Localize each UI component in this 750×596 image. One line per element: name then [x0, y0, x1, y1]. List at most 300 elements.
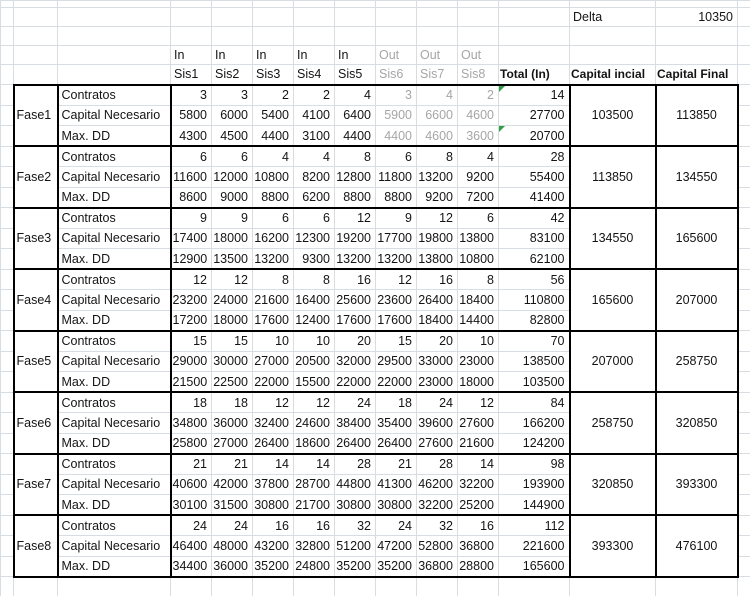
row-label[interactable]: Capital Necesario: [58, 167, 171, 188]
value-cell[interactable]: 4500: [212, 126, 253, 147]
value-cell[interactable]: 16: [458, 515, 499, 536]
value-cell[interactable]: 21700: [294, 495, 335, 516]
value-cell[interactable]: 12800: [335, 167, 376, 188]
value-cell[interactable]: 28: [417, 454, 458, 475]
empty-cell[interactable]: [738, 536, 750, 557]
value-cell[interactable]: 17200: [171, 310, 212, 331]
value-cell[interactable]: 7200: [458, 187, 499, 208]
value-cell[interactable]: 16400: [294, 290, 335, 311]
total-cell[interactable]: 20700: [499, 126, 570, 147]
empty-cell[interactable]: [1, 146, 14, 167]
total-cell[interactable]: 98: [499, 454, 570, 475]
total-cell[interactable]: 28: [499, 146, 570, 167]
empty-cell[interactable]: [570, 577, 656, 596]
empty-cell[interactable]: [738, 126, 750, 147]
value-cell[interactable]: 3600: [458, 126, 499, 147]
total-cell[interactable]: 165600: [499, 556, 570, 577]
empty-cell[interactable]: [58, 46, 171, 65]
row-label[interactable]: Capital Necesario: [58, 413, 171, 434]
empty-cell[interactable]: [335, 27, 376, 46]
value-cell[interactable]: 51200: [335, 536, 376, 557]
value-cell[interactable]: 10800: [253, 167, 294, 188]
value-cell[interactable]: 32000: [335, 351, 376, 372]
delta-value[interactable]: 10350: [656, 8, 738, 27]
value-cell[interactable]: 6000: [212, 105, 253, 126]
empty-cell[interactable]: [417, 27, 458, 46]
capital-inicial-cell[interactable]: 113850: [570, 146, 656, 208]
empty-cell[interactable]: [738, 46, 750, 65]
value-cell[interactable]: 8: [335, 146, 376, 167]
value-cell[interactable]: 18: [171, 392, 212, 413]
capital-final-cell[interactable]: 476100: [656, 515, 738, 577]
empty-cell[interactable]: [738, 1, 750, 8]
empty-cell[interactable]: [253, 27, 294, 46]
row-label[interactable]: Max. DD: [58, 187, 171, 208]
row-label[interactable]: Max. DD: [58, 126, 171, 147]
empty-cell[interactable]: [294, 1, 335, 8]
value-cell[interactable]: 6: [376, 146, 417, 167]
value-cell[interactable]: 18000: [458, 372, 499, 393]
capital-final-cell[interactable]: 113850: [656, 85, 738, 147]
capital-final-cell[interactable]: 165600: [656, 208, 738, 270]
capital-inicial-header[interactable]: Capital incial: [570, 65, 656, 85]
row-label[interactable]: Contratos: [58, 454, 171, 475]
value-cell[interactable]: 42000: [212, 474, 253, 495]
value-cell[interactable]: 18400: [458, 290, 499, 311]
total-cell[interactable]: 110800: [499, 290, 570, 311]
column-sis-header[interactable]: Sis5: [335, 65, 376, 85]
value-cell[interactable]: 13200: [417, 167, 458, 188]
value-cell[interactable]: 24: [171, 515, 212, 536]
value-cell[interactable]: 17600: [253, 310, 294, 331]
empty-cell[interactable]: [738, 269, 750, 290]
empty-cell[interactable]: [335, 8, 376, 27]
empty-cell[interactable]: [738, 187, 750, 208]
fase-label[interactable]: Fase4: [14, 269, 58, 331]
value-cell[interactable]: 27000: [253, 351, 294, 372]
fase-label[interactable]: Fase3: [14, 208, 58, 270]
value-cell[interactable]: 24: [417, 392, 458, 413]
column-type-header[interactable]: In: [294, 46, 335, 65]
value-cell[interactable]: 8800: [335, 187, 376, 208]
value-cell[interactable]: 9300: [294, 249, 335, 270]
row-label[interactable]: Capital Necesario: [58, 228, 171, 249]
empty-cell[interactable]: [738, 27, 750, 46]
value-cell[interactable]: 5900: [376, 105, 417, 126]
total-cell[interactable]: 70: [499, 331, 570, 352]
value-cell[interactable]: 4400: [253, 126, 294, 147]
fase-label[interactable]: Fase2: [14, 146, 58, 208]
value-cell[interactable]: 43200: [253, 536, 294, 557]
column-sis-header[interactable]: Sis6: [376, 65, 417, 85]
value-cell[interactable]: 8800: [253, 187, 294, 208]
value-cell[interactable]: 26400: [376, 433, 417, 454]
empty-cell[interactable]: [58, 27, 171, 46]
empty-cell[interactable]: [1, 1, 14, 8]
row-label[interactable]: Max. DD: [58, 433, 171, 454]
value-cell[interactable]: 30800: [253, 495, 294, 516]
row-label[interactable]: Capital Necesario: [58, 351, 171, 372]
value-cell[interactable]: 11600: [171, 167, 212, 188]
empty-cell[interactable]: [14, 65, 58, 85]
value-cell[interactable]: 14: [294, 454, 335, 475]
empty-cell[interactable]: [1, 8, 14, 27]
value-cell[interactable]: 6: [212, 146, 253, 167]
empty-cell[interactable]: [738, 228, 750, 249]
value-cell[interactable]: 12: [171, 269, 212, 290]
empty-cell[interactable]: [14, 8, 58, 27]
value-cell[interactable]: 5800: [171, 105, 212, 126]
value-cell[interactable]: 19800: [417, 228, 458, 249]
empty-cell[interactable]: [738, 433, 750, 454]
value-cell[interactable]: 32200: [458, 474, 499, 495]
total-cell[interactable]: 55400: [499, 167, 570, 188]
row-label[interactable]: Contratos: [58, 515, 171, 536]
fase-label[interactable]: Fase8: [14, 515, 58, 577]
total-cell[interactable]: 124200: [499, 433, 570, 454]
capital-inicial-cell[interactable]: 320850: [570, 454, 656, 516]
value-cell[interactable]: 17700: [376, 228, 417, 249]
column-type-header[interactable]: Out: [417, 46, 458, 65]
empty-cell[interactable]: [738, 351, 750, 372]
value-cell[interactable]: 4: [335, 85, 376, 106]
empty-cell[interactable]: [1, 187, 14, 208]
value-cell[interactable]: 24: [212, 515, 253, 536]
column-sis-header[interactable]: Sis7: [417, 65, 458, 85]
empty-cell[interactable]: [738, 249, 750, 270]
value-cell[interactable]: 29500: [376, 351, 417, 372]
value-cell[interactable]: 13800: [458, 228, 499, 249]
value-cell[interactable]: 6200: [294, 187, 335, 208]
value-cell[interactable]: 18000: [212, 228, 253, 249]
empty-cell[interactable]: [656, 1, 738, 8]
value-cell[interactable]: 16: [335, 269, 376, 290]
empty-cell[interactable]: [738, 413, 750, 434]
row-label[interactable]: Contratos: [58, 208, 171, 229]
value-cell[interactable]: 21: [171, 454, 212, 475]
value-cell[interactable]: 36000: [212, 556, 253, 577]
empty-cell[interactable]: [738, 290, 750, 311]
value-cell[interactable]: 18400: [417, 310, 458, 331]
value-cell[interactable]: 4100: [294, 105, 335, 126]
value-cell[interactable]: 6: [253, 208, 294, 229]
value-cell[interactable]: 4: [417, 85, 458, 106]
value-cell[interactable]: 12: [417, 208, 458, 229]
value-cell[interactable]: 24600: [294, 413, 335, 434]
value-cell[interactable]: 2: [253, 85, 294, 106]
value-cell[interactable]: 37800: [253, 474, 294, 495]
empty-cell[interactable]: [1, 495, 14, 516]
value-cell[interactable]: 32200: [417, 495, 458, 516]
value-cell[interactable]: 16: [417, 269, 458, 290]
empty-cell[interactable]: [417, 1, 458, 8]
value-cell[interactable]: 4600: [417, 126, 458, 147]
capital-final-cell[interactable]: 320850: [656, 392, 738, 454]
delta-label[interactable]: Delta: [570, 8, 656, 27]
value-cell[interactable]: 23000: [417, 372, 458, 393]
empty-cell[interactable]: [656, 27, 738, 46]
empty-cell[interactable]: [1, 556, 14, 577]
empty-cell[interactable]: [14, 577, 58, 596]
value-cell[interactable]: 19200: [335, 228, 376, 249]
empty-cell[interactable]: [335, 1, 376, 8]
value-cell[interactable]: 12900: [171, 249, 212, 270]
value-cell[interactable]: 29000: [171, 351, 212, 372]
value-cell[interactable]: 4400: [335, 126, 376, 147]
empty-cell[interactable]: [1, 126, 14, 147]
empty-cell[interactable]: [738, 85, 750, 106]
row-label[interactable]: Contratos: [58, 146, 171, 167]
column-type-header[interactable]: In: [253, 46, 294, 65]
row-label[interactable]: Capital Necesario: [58, 290, 171, 311]
empty-cell[interactable]: [1, 515, 14, 536]
value-cell[interactable]: 18: [376, 392, 417, 413]
row-label[interactable]: Contratos: [58, 85, 171, 106]
empty-cell[interactable]: [294, 27, 335, 46]
fase-label[interactable]: Fase1: [14, 85, 58, 147]
value-cell[interactable]: 12: [212, 269, 253, 290]
row-label[interactable]: Contratos: [58, 269, 171, 290]
empty-cell[interactable]: [1, 372, 14, 393]
column-type-header[interactable]: In: [212, 46, 253, 65]
value-cell[interactable]: 3: [171, 85, 212, 106]
column-sis-header[interactable]: Sis2: [212, 65, 253, 85]
value-cell[interactable]: 15: [212, 331, 253, 352]
value-cell[interactable]: 32400: [253, 413, 294, 434]
value-cell[interactable]: 20: [335, 331, 376, 352]
empty-cell[interactable]: [570, 27, 656, 46]
value-cell[interactable]: 30800: [335, 495, 376, 516]
empty-cell[interactable]: [738, 167, 750, 188]
value-cell[interactable]: 26400: [253, 433, 294, 454]
value-cell[interactable]: 6600: [417, 105, 458, 126]
value-cell[interactable]: 33000: [417, 351, 458, 372]
fase-label[interactable]: Fase6: [14, 392, 58, 454]
value-cell[interactable]: 39600: [417, 413, 458, 434]
value-cell[interactable]: 10: [458, 331, 499, 352]
column-sis-header[interactable]: Sis1: [171, 65, 212, 85]
value-cell[interactable]: 30000: [212, 351, 253, 372]
value-cell[interactable]: 15: [171, 331, 212, 352]
value-cell[interactable]: 22000: [376, 372, 417, 393]
empty-cell[interactable]: [417, 577, 458, 596]
value-cell[interactable]: 13200: [335, 249, 376, 270]
value-cell[interactable]: 12000: [212, 167, 253, 188]
value-cell[interactable]: 12: [294, 392, 335, 413]
empty-cell[interactable]: [1, 249, 14, 270]
empty-cell[interactable]: [253, 8, 294, 27]
value-cell[interactable]: 28800: [458, 556, 499, 577]
empty-cell[interactable]: [335, 577, 376, 596]
value-cell[interactable]: 22000: [335, 372, 376, 393]
empty-cell[interactable]: [738, 208, 750, 229]
empty-cell[interactable]: [58, 65, 171, 85]
capital-final-header[interactable]: Capital Final: [656, 65, 738, 85]
value-cell[interactable]: 23200: [171, 290, 212, 311]
empty-cell[interactable]: [212, 8, 253, 27]
empty-cell[interactable]: [499, 577, 570, 596]
column-sis-header[interactable]: Sis8: [458, 65, 499, 85]
empty-cell[interactable]: [1, 167, 14, 188]
value-cell[interactable]: 14: [253, 454, 294, 475]
capital-final-cell[interactable]: 134550: [656, 146, 738, 208]
row-label[interactable]: Capital Necesario: [58, 105, 171, 126]
empty-cell[interactable]: [1, 65, 14, 85]
value-cell[interactable]: 18000: [212, 310, 253, 331]
empty-cell[interactable]: [1, 228, 14, 249]
empty-cell[interactable]: [1, 331, 14, 352]
empty-cell[interactable]: [738, 372, 750, 393]
value-cell[interactable]: 35400: [376, 413, 417, 434]
value-cell[interactable]: 9: [212, 208, 253, 229]
value-cell[interactable]: 8: [417, 146, 458, 167]
empty-cell[interactable]: [499, 8, 570, 27]
empty-cell[interactable]: [1, 536, 14, 557]
row-label[interactable]: Capital Necesario: [58, 536, 171, 557]
empty-cell[interactable]: [738, 392, 750, 413]
value-cell[interactable]: 16: [294, 515, 335, 536]
value-cell[interactable]: 24800: [294, 556, 335, 577]
empty-cell[interactable]: [294, 577, 335, 596]
empty-cell[interactable]: [1, 454, 14, 475]
empty-cell[interactable]: [1, 413, 14, 434]
value-cell[interactable]: 35200: [335, 556, 376, 577]
total-cell[interactable]: 193900: [499, 474, 570, 495]
value-cell[interactable]: 32800: [294, 536, 335, 557]
value-cell[interactable]: 9000: [212, 187, 253, 208]
empty-cell[interactable]: [14, 1, 58, 8]
value-cell[interactable]: 15500: [294, 372, 335, 393]
value-cell[interactable]: 6: [458, 208, 499, 229]
column-sis-header[interactable]: Sis4: [294, 65, 335, 85]
empty-cell[interactable]: [1, 27, 14, 46]
empty-cell[interactable]: [738, 474, 750, 495]
value-cell[interactable]: 24000: [212, 290, 253, 311]
value-cell[interactable]: 8: [253, 269, 294, 290]
value-cell[interactable]: 25800: [171, 433, 212, 454]
value-cell[interactable]: 18600: [294, 433, 335, 454]
value-cell[interactable]: 4: [458, 146, 499, 167]
value-cell[interactable]: 5400: [253, 105, 294, 126]
value-cell[interactable]: 15: [376, 331, 417, 352]
empty-cell[interactable]: [1, 290, 14, 311]
empty-cell[interactable]: [171, 577, 212, 596]
value-cell[interactable]: 4600: [458, 105, 499, 126]
empty-cell[interactable]: [171, 27, 212, 46]
empty-cell[interactable]: [58, 8, 171, 27]
value-cell[interactable]: 17600: [335, 310, 376, 331]
value-cell[interactable]: 23600: [376, 290, 417, 311]
column-type-header[interactable]: In: [335, 46, 376, 65]
total-header[interactable]: Total (In): [499, 65, 570, 85]
empty-cell[interactable]: [253, 577, 294, 596]
value-cell[interactable]: 2: [294, 85, 335, 106]
empty-cell[interactable]: [738, 454, 750, 475]
row-label[interactable]: Max. DD: [58, 372, 171, 393]
empty-cell[interactable]: [738, 310, 750, 331]
value-cell[interactable]: 10: [253, 331, 294, 352]
empty-cell[interactable]: [58, 1, 171, 8]
value-cell[interactable]: 8200: [294, 167, 335, 188]
value-cell[interactable]: 6: [171, 146, 212, 167]
value-cell[interactable]: 44800: [335, 474, 376, 495]
value-cell[interactable]: 6400: [335, 105, 376, 126]
value-cell[interactable]: 8600: [171, 187, 212, 208]
empty-cell[interactable]: [570, 1, 656, 8]
total-cell[interactable]: 14: [499, 85, 570, 106]
value-cell[interactable]: 30100: [171, 495, 212, 516]
capital-inicial-cell[interactable]: 134550: [570, 208, 656, 270]
total-cell[interactable]: 112: [499, 515, 570, 536]
empty-cell[interactable]: [171, 1, 212, 8]
column-sis-header[interactable]: Sis3: [253, 65, 294, 85]
value-cell[interactable]: 16200: [253, 228, 294, 249]
empty-cell[interactable]: [499, 46, 570, 65]
total-cell[interactable]: 56: [499, 269, 570, 290]
row-label[interactable]: Contratos: [58, 392, 171, 413]
value-cell[interactable]: 46400: [171, 536, 212, 557]
value-cell[interactable]: 3: [376, 85, 417, 106]
value-cell[interactable]: 47200: [376, 536, 417, 557]
empty-cell[interactable]: [738, 146, 750, 167]
fase-label[interactable]: Fase7: [14, 454, 58, 516]
total-cell[interactable]: 41400: [499, 187, 570, 208]
empty-cell[interactable]: [1, 208, 14, 229]
empty-cell[interactable]: [212, 27, 253, 46]
empty-cell[interactable]: [656, 577, 738, 596]
empty-cell[interactable]: [376, 1, 417, 8]
value-cell[interactable]: 18: [212, 392, 253, 413]
value-cell[interactable]: 13200: [253, 249, 294, 270]
value-cell[interactable]: 26400: [417, 290, 458, 311]
total-cell[interactable]: 42: [499, 208, 570, 229]
value-cell[interactable]: 9200: [417, 187, 458, 208]
row-label[interactable]: Max. DD: [58, 249, 171, 270]
empty-cell[interactable]: [458, 27, 499, 46]
value-cell[interactable]: 4: [294, 146, 335, 167]
value-cell[interactable]: 12: [253, 392, 294, 413]
capital-final-cell[interactable]: 258750: [656, 331, 738, 393]
capital-inicial-cell[interactable]: 258750: [570, 392, 656, 454]
value-cell[interactable]: 36800: [417, 556, 458, 577]
value-cell[interactable]: 12: [458, 392, 499, 413]
value-cell[interactable]: 26400: [335, 433, 376, 454]
value-cell[interactable]: 21600: [253, 290, 294, 311]
column-type-header[interactable]: In: [171, 46, 212, 65]
value-cell[interactable]: 13200: [376, 249, 417, 270]
empty-cell[interactable]: [14, 27, 58, 46]
capital-inicial-cell[interactable]: 165600: [570, 269, 656, 331]
value-cell[interactable]: 13500: [212, 249, 253, 270]
value-cell[interactable]: 22500: [212, 372, 253, 393]
value-cell[interactable]: 41300: [376, 474, 417, 495]
fase-label[interactable]: Fase5: [14, 331, 58, 393]
value-cell[interactable]: 4300: [171, 126, 212, 147]
value-cell[interactable]: 10: [294, 331, 335, 352]
value-cell[interactable]: 25600: [335, 290, 376, 311]
capital-inicial-cell[interactable]: 393300: [570, 515, 656, 577]
total-cell[interactable]: 138500: [499, 351, 570, 372]
empty-cell[interactable]: [1, 474, 14, 495]
value-cell[interactable]: 17400: [171, 228, 212, 249]
empty-cell[interactable]: [738, 515, 750, 536]
empty-cell[interactable]: [570, 46, 656, 65]
empty-cell[interactable]: [253, 1, 294, 8]
total-cell[interactable]: 62100: [499, 249, 570, 270]
value-cell[interactable]: 34800: [171, 413, 212, 434]
row-label[interactable]: Max. DD: [58, 556, 171, 577]
value-cell[interactable]: 13800: [417, 249, 458, 270]
